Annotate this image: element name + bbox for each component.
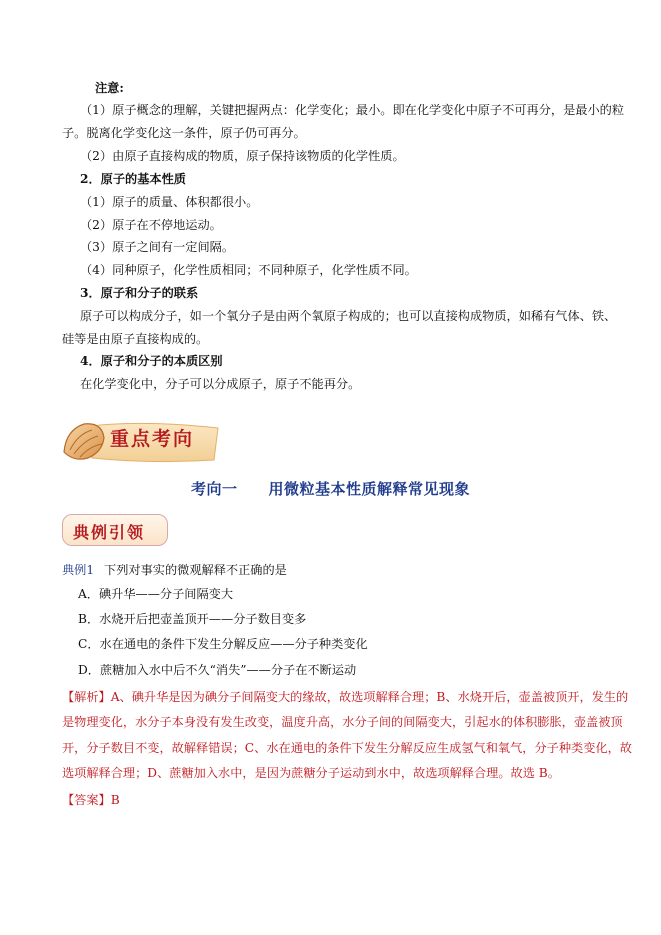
section-4-paragraph: 在化学变化中，分子可以分成原子，原子不能再分。 (80, 377, 361, 391)
section-2-item-1: （1）原子的质量、体积都很小。 (80, 195, 259, 209)
option-a: A．碘升华——分子间隔变大 (78, 587, 234, 601)
example-question-row (62, 562, 287, 578)
analysis-line-3: 开，分子数目不变，故解释错误；C、水在通电的条件下发生分解反应生成氢气和氧气，分子种类变化，故 (62, 741, 632, 755)
key-directions-banner (62, 418, 222, 466)
topic-title: 考向一 用微粒基本性质解释常见现象 (190, 480, 470, 498)
analysis-line-4: 选项解释合理；D、蔗糖加入水中，是因为蔗糖分子运动到水中，故选项解释合理。故选 B。 (62, 766, 560, 780)
notes-paragraph-1b: 子。脱离化学变化这一条件，原子仍可再分。 (62, 126, 306, 140)
section-3-heading: 3．原子和分子的联系 (80, 286, 199, 300)
example-question: 下列对事实的微观解释不正确的是 (104, 563, 287, 577)
notes-paragraph-2: （2）由原子直接构成的物质，原子保持该物质的化学性质。 (80, 149, 405, 163)
example-guide-badge (62, 514, 168, 546)
analysis-line-1: 【解析】A、碘升华是因为碘分子间隔变大的缘故，故选项解释合理；B、水烧开后，壶盖被顶开，发生的 (62, 690, 629, 704)
banner-label: 重点考向 (110, 428, 195, 450)
answer: 【答案】B (62, 793, 120, 807)
example-label: 典例1 (62, 563, 95, 577)
analysis-line-2: 是物理变化，水分子本身没有发生改变，温度升高，水分子间的间隔变大，引起水的体积膨胀，壶盖被顶 (62, 715, 623, 729)
section-3-paragraph-1b: 硅等是由原子直接构成的。 (62, 332, 209, 346)
badge-label: 典例引领 (73, 523, 146, 542)
notes-paragraph-1a: （1）原子概念的理解，关键把握两点：化学变化；最小。即在化学变化中原子不可再分，是最小的粒 (80, 103, 625, 117)
option-b: B．水烧开后把壶盖顶开——分子数目变多 (78, 612, 307, 626)
section-2-item-2: （2）原子在不停地运动。 (80, 218, 222, 232)
option-c: C．水在通电的条件下发生分解反应——分子种类变化 (78, 637, 368, 651)
section-4-heading: 4．原子和分子的本质区别 (80, 354, 223, 368)
section-2-item-4: （4）同种原子，化学性质相同；不同种原子，化学性质不同。 (80, 263, 417, 277)
section-2-item-3: （3）原子之间有一定间隔。 (80, 240, 235, 254)
option-d: D．蔗糖加入水中后不久“消失”——分子在不断运动 (78, 663, 357, 677)
section-2-heading: 2．原子的基本性质 (80, 172, 186, 186)
notes-heading: 注意: (95, 81, 124, 95)
section-3-paragraph-1a: 原子可以构成分子，如一个氧分子是由两个氧原子构成的；也可以直接构成物质，如稀有气体、铁、 (80, 309, 617, 323)
